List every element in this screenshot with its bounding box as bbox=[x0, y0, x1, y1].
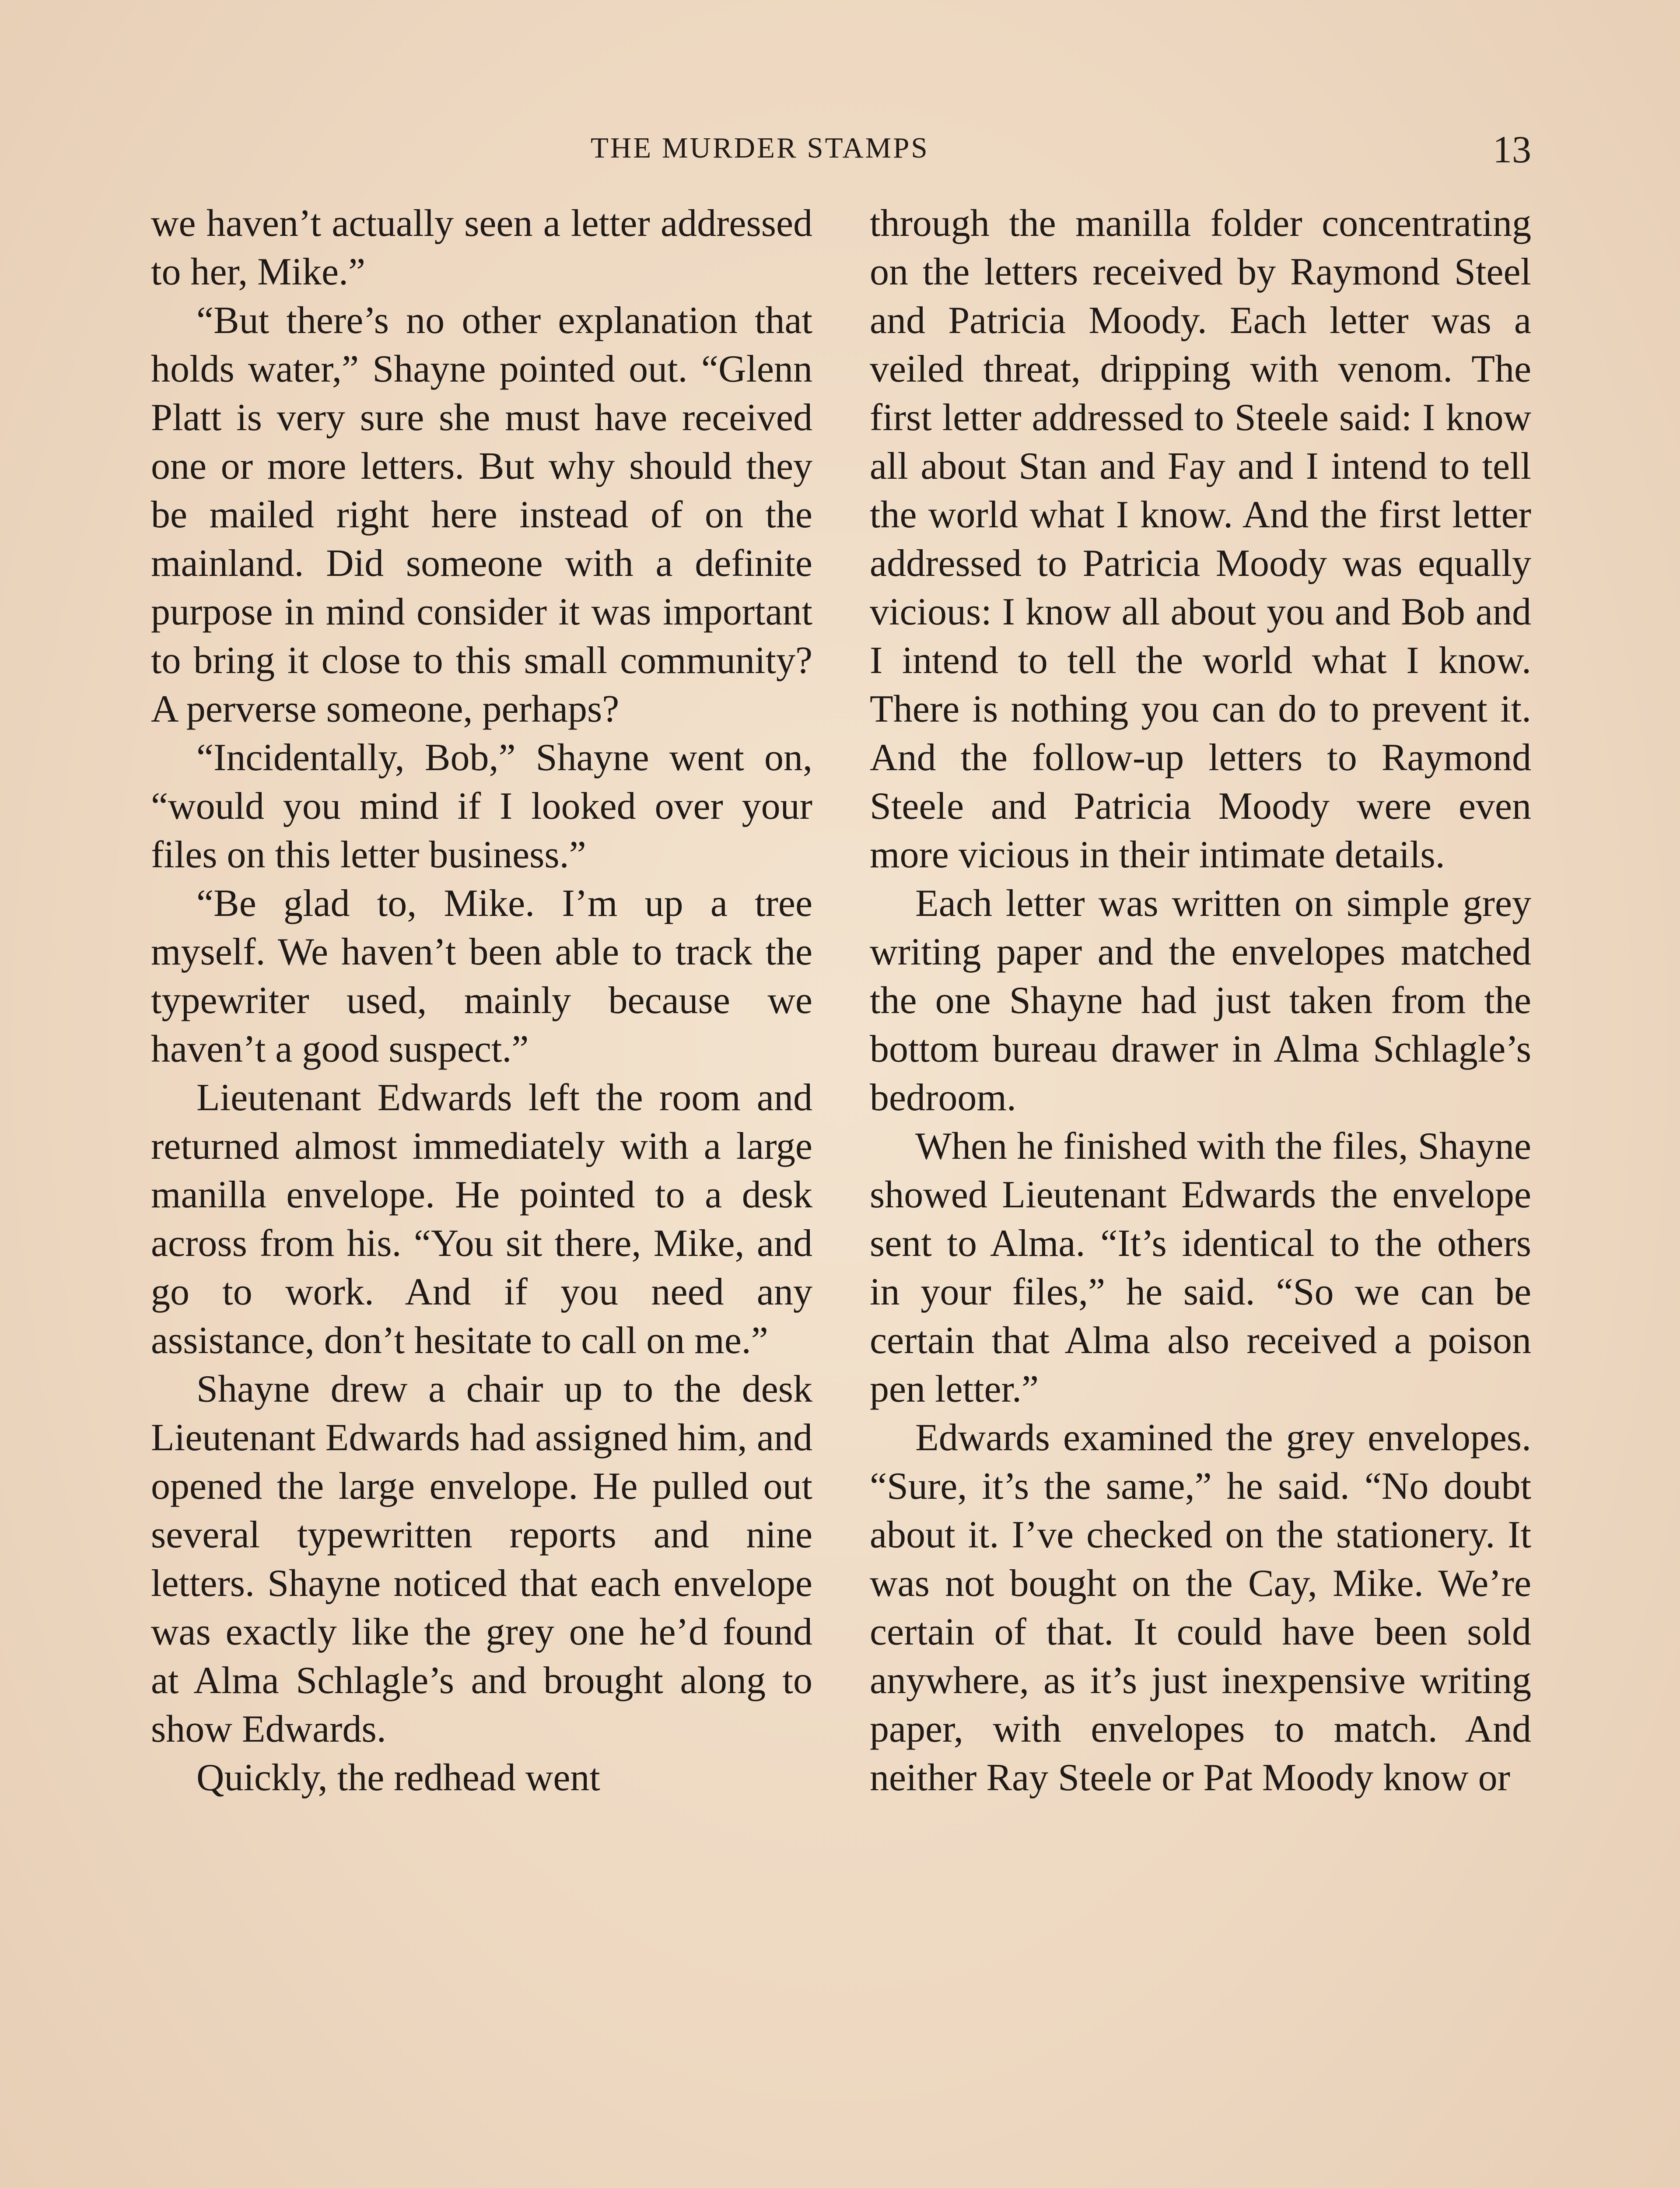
left-text-column bbox=[151, 199, 812, 1802]
page-number: 13 bbox=[1493, 129, 1531, 171]
paragraph: “Incidentally, Bob,” Shayne went on, “would you mind if I looked over your files on this letter business.” bbox=[151, 736, 812, 876]
paragraph: Lieutenant Edwards left the room and returned almost immediately with a large manilla envelope. He pointed to a desk across from his. “You sit there, Mike, and go to work. And if you need any assistance, don’t hesitate to call on me.” bbox=[151, 1076, 812, 1362]
paragraph: through the manilla folder concentrating on the letters received by Raymond Steel and Patricia Moody. Each letter was a veiled threat, dripping with venom. The first letter addressed to Steele said: I know all about Stan and Fay and I intend to tell the world what I know. And the first letter addressed to Patricia Moody was equally vicious: I know all about you and Bob and I intend to tell the world what I know. There is nothing you can do to prevent it. And the follow-up letters to Raymond Steele and Patricia Moody were even more vicious in their intimate details. bbox=[870, 202, 1531, 876]
paragraph: Each letter was written on simple grey writing paper and the envelopes matched the one Shayne had just taken from the bottom bureau drawer in Alma Schlagle’s bedroom. bbox=[870, 882, 1531, 1119]
paragraph: we haven’t actually seen a letter addressed to her, Mike.” bbox=[151, 202, 812, 293]
paragraph: “But there’s no other explanation that holds water,” Shayne pointed out. “Glenn Platt is very sure she must have received one or more letters. But why should they be mailed right here instead of on the mainland. Did someone with a definite purpose in mind consider it was important to bring it close to this small community? A perverse someone, perhaps? bbox=[151, 299, 812, 730]
paragraph: “Be glad to, Mike. I’m up a tree myself. We haven’t been able to track the typewriter used, mainly because we haven’t a good suspect.” bbox=[151, 882, 812, 1070]
right-text-column bbox=[870, 199, 1531, 1802]
paragraph: Edwards examined the grey envelopes. “Sure, it’s the same,” he said. “No doubt about it. I’ve checked on the stationery. It was not bought on the Cay, Mike. We’re certain of that. It could have been sold anywhere, as it’s just inexpensive writing paper, with envelopes to match. And neither Ray Steele or Pat Moody know or bbox=[870, 1417, 1531, 1799]
paragraph: When he finished with the files, Shayne showed Lieutenant Edwards the envelope sent to Alma. “It’s identical to the others in your files,” he said. “So we can be certain that Alma also received a poison pen letter.” bbox=[870, 1125, 1531, 1410]
paragraph: Quickly, the redhead went bbox=[196, 1757, 600, 1799]
running-title: THE MURDER STAMPS bbox=[591, 132, 929, 164]
paragraph: Shayne drew a chair up to the desk Lieutenant Edwards had assigned him, and opened the large envelope. He pulled out several typewritten reports and nine letters. Shayne noticed that each envelope was exactly like the grey one he’d found at Alma Schlagle’s and brought along to show Edwards. bbox=[151, 1368, 812, 1750]
